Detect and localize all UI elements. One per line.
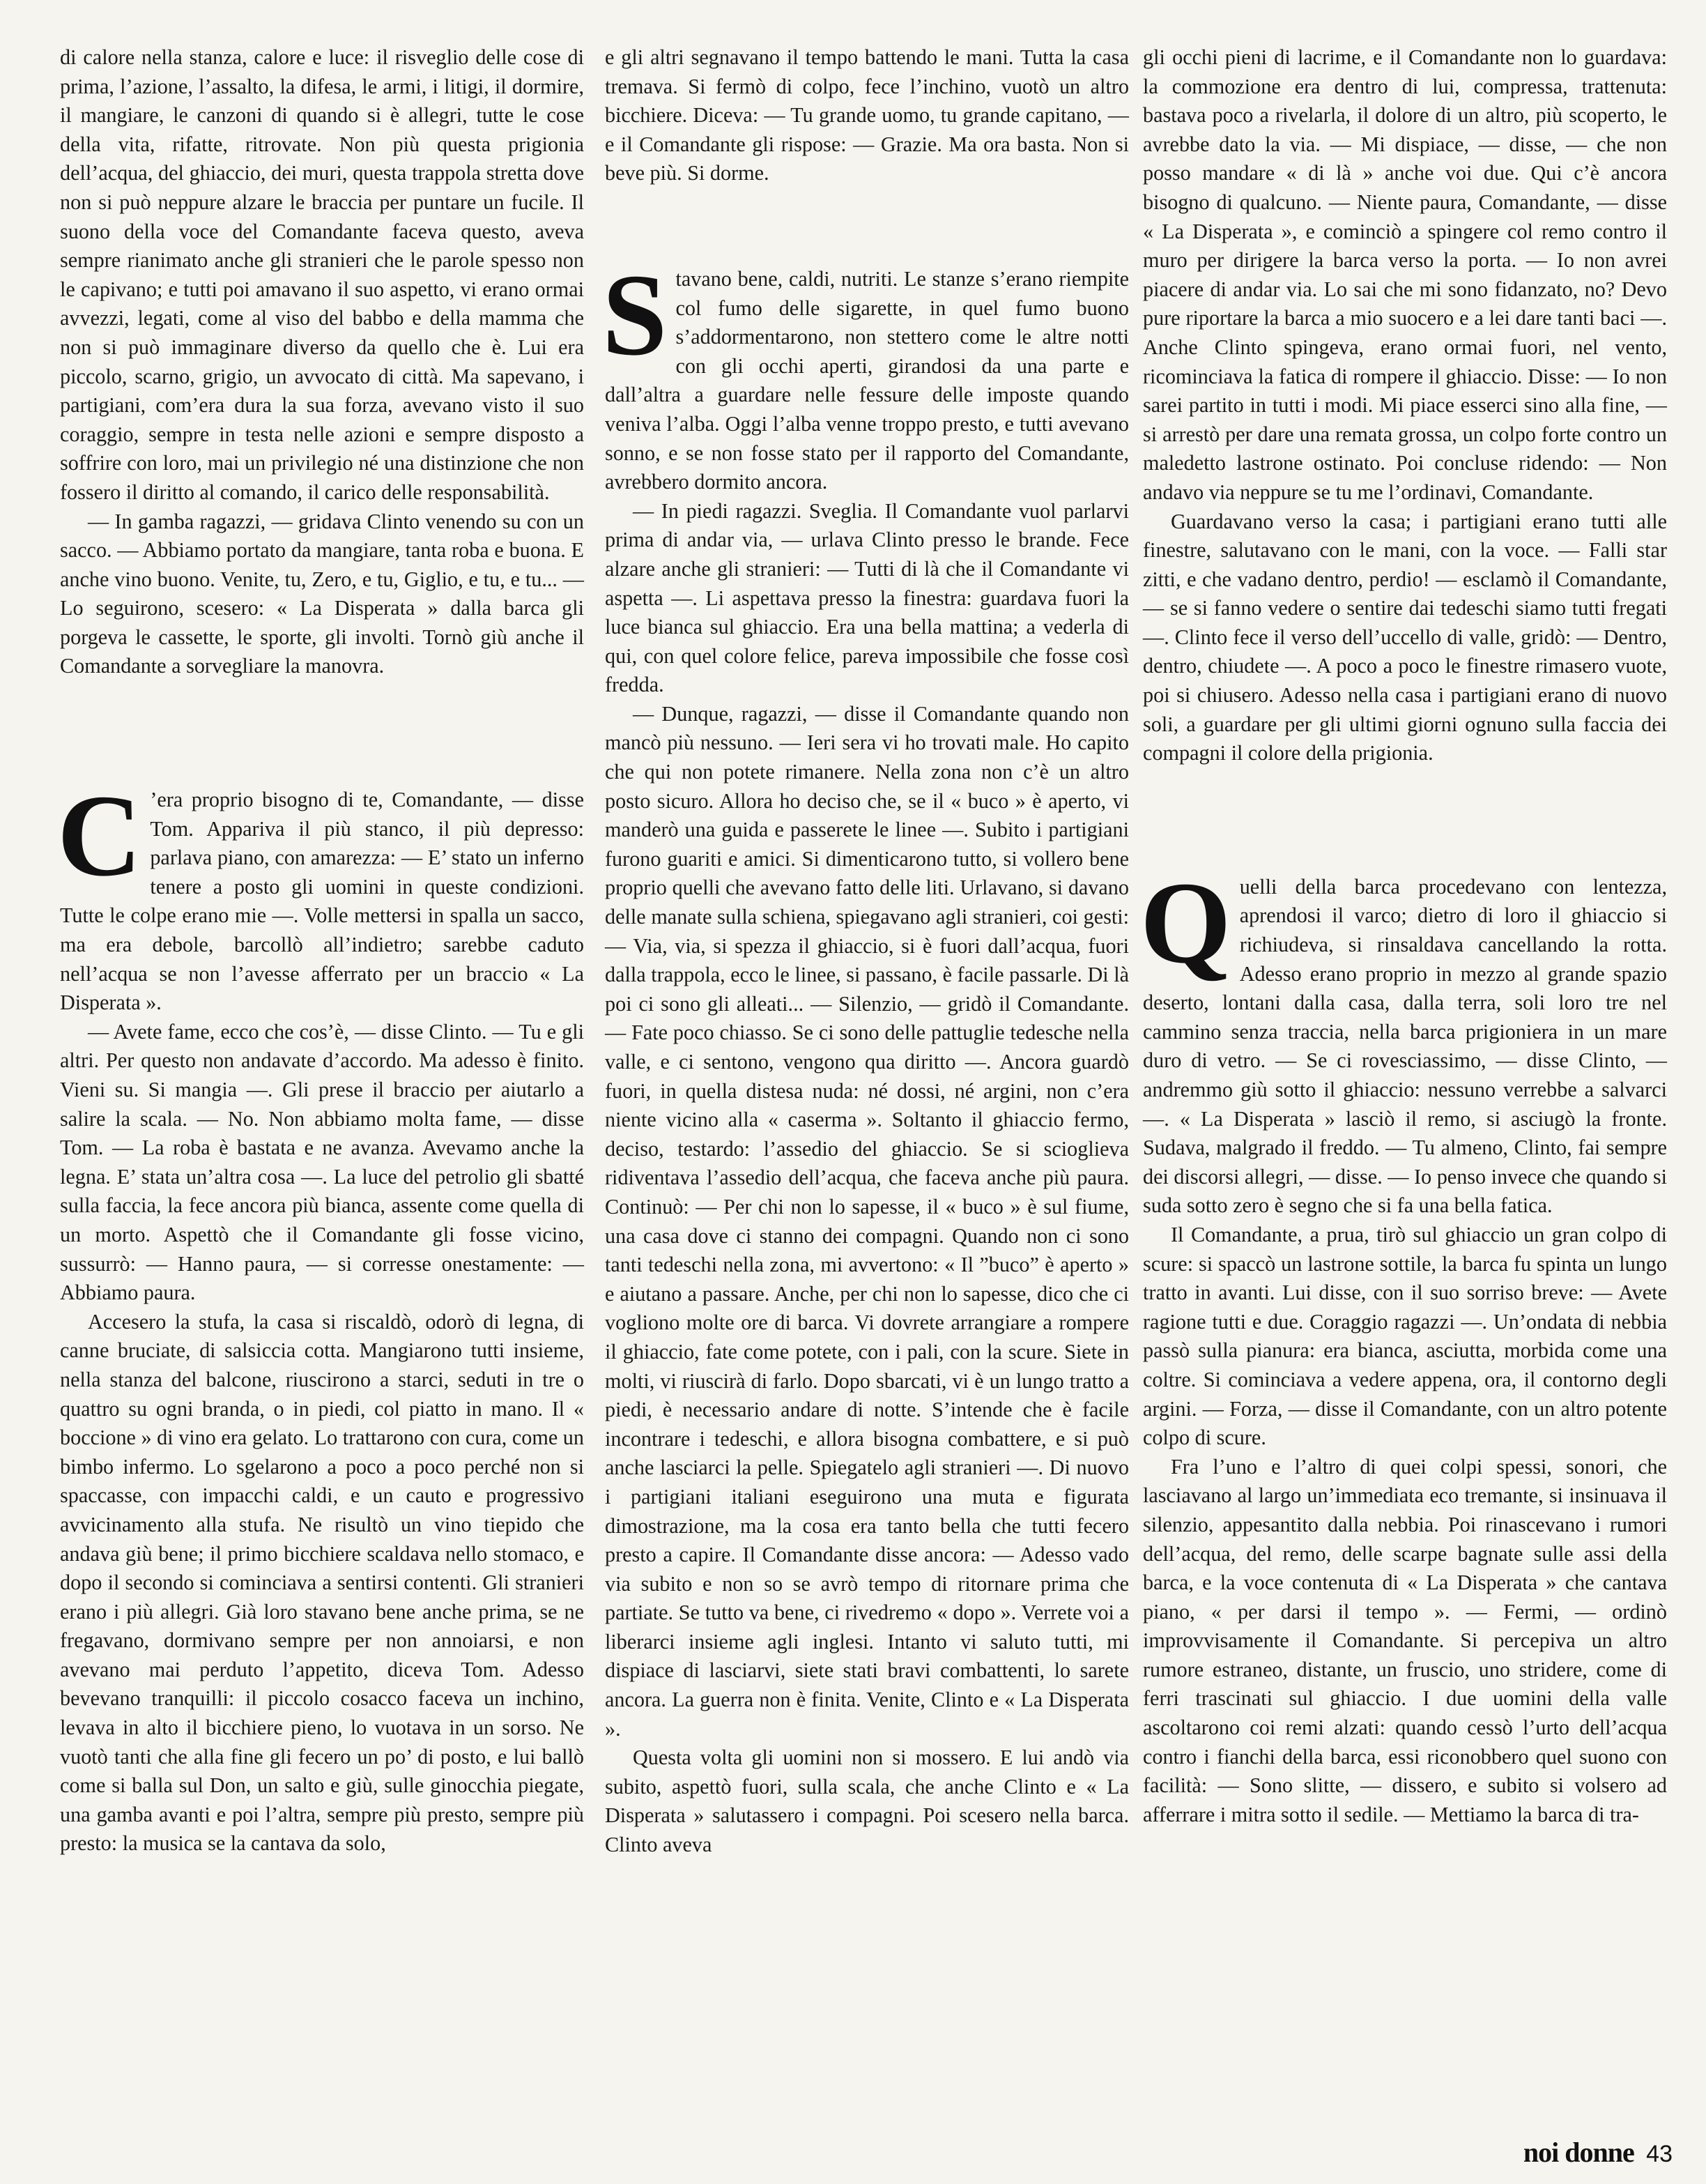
paragraph: — Dunque, ragazzi, — disse il Comandante quando non mancò più nessuno. — Ieri sera vi ho trovati male. Ho capito che qui non potete rimanere. Nella zona non c’è un altro posto sicuro. Allora ho deciso che, se il « buco » è aperto, vi manderò una guida e passerete le linee —. Subito i partigiani furono guariti e amici. Si dimenticarono tutto, si vollero bene proprio quelli che avevano fatto delle liti. Urlavano, si davano delle manate sulla schiena, spiegavano agli stranieri, coi gesti: — Via, via, si spezza il ghiaccio, si è fuori dall’acqua, fuori dalla trappola, ecco le linee, si passano, è facile passarle. Di là poi ci sono gli alleati... — Silenzio, — gridò il Comandante. — Fate poco chiasso. Se ci sono delle pattuglie tedesche nella valle, e ci sentono, vengono qua diritto —. Ancora guardò fuori, in quella distesa nuda: né dossi, né argini, non c’era niente vicino alla « caserma ». Soltanto il ghiaccio fermo, deciso, testardo: l’assedio del ghiaccio. Se si scioglieva ridiventava l’assedio dell’acqua, che faceva anche più paura. Continuò: — Per chi non lo sapesse, il « buco » è sul fiume, una casa dove ci stanno dei compagni. Quando non ci sono tanti tedeschi nella zona, mi avvertono: « Il ”buco” è aperto » e aiutano a passare. Anche, per chi non lo sapesse, dico che ci vogliono molte ore di barca. Vi dovrete arrangiare a rompere il ghiaccio, fate come potete, con i pali, con la scure. Siete in molti, vi riuscirà di farlo. Dopo sbarcati, vi è un lungo tratto a piedi, è necessario andare di notte. S’intende che è facile incontrare i tedeschi, e allora bisogna combattere, e si può anche lasciarci la pelle. Spiegatelo agli stranieri —. Di nuovo i partigiani italiani eseguirono una muta e figurata dimostrazione, ma la cosa era tanto bella che tutti fecero presto a capire. Il Comandante disse ancora: — Adesso vado via subito e non so se avrò tempo di ritornare prima che partiate. Se tutto va bene, ci rivedremo « dopo ». Verrete voi a liberarci insieme agli inglesi. Intanto vi saluto tutti, mi dispiace di lasciarvi, siete stati bravi combattenti, lo sarete ancora. La guerra non è finita. Venite, Clinto e « La Disperata ».: [605, 701, 1129, 1741]
text-column-3: [1140, 43, 1667, 1829]
page-footer: [1523, 2136, 1673, 2169]
section-paragraph: [1140, 857, 1667, 1221]
paragraph-text: tavano bene, caldi, nutriti. Le stanze s’erano riempite col fumo delle sigarette, in quel fumo buono s’addormentarono, non stettero come le altre notti con gli occhi aperti, girandosi da una parte e dall’altra a guardare nelle fessure delle imposte quando veniva l’alba. Oggi l’alba venne troppo presto, e tutti avevano sonno, e se non fosse stato per il rapporto del Comandante, avrebbero dormito ancora.: [605, 266, 1129, 494]
drop-cap: S: [602, 250, 668, 380]
text-column-2: [602, 43, 1129, 1860]
drop-cap: C: [57, 771, 142, 901]
paragraph: — Avete fame, ecco che cos’è, — disse Clinto. — Tu e gli altri. Per questo non andavate d’accordo. Ma adesso è finito. Vieni su. Si mangia —. Gli prese il braccio per aiutarlo a salire la scala. — No. Non abbiamo molta fame, — disse Tom. — La roba è bastata e ne avanza. Avevamo anche la legna. E’ stata un’altra cosa —. La luce del petrolio gli sbatté sulla faccia, la fece ancora più bianca, assente come quella di un morto. Aspettò che il Comandante gli fosse vicino, sussurrò: — Hanno paura, — si corresse onestamente: — Abbiamo paura.: [60, 1019, 584, 1305]
paragraph: di calore nella stanza, calore e luce: il risveglio delle cose di prima, l’azione, l’assalto, la difesa, le armi, i litigi, il dormire, il mangiare, le canzoni di quando si è allegri, tutte le cose della vita, rifatte, ritrovate. Non più questa prigionia dell’acqua, del ghiaccio, dei muri, questa trappola stretta dove non si può neppure alzare le braccia per puntare un fucile. Il suono della voce del Comandante faceva questo, aveva sempre rianimato anche gli stranieri che le parole spesso non le capivano; e tutti poi amavano il suo aspetto, vi erano ormai avvezzi, legati, come al viso del babbo e della mamma che non si può immaginare diverso da quello che è. Lui era piccolo, scarno, grigio, un avvocato di città. Ma sapevano, i partigiani, com’era dura la sua forza, avevano visto il suo coraggio, sempre in testa nelle azioni e sempre disposto a soffrire con loro, mai un privilegio né una distinzione che non fossero il diritto al comando, il carico delle responsabilità.: [60, 45, 584, 504]
section-paragraph: [602, 250, 1129, 497]
text-column-1: [57, 43, 584, 1858]
paragraph: Questa volta gli uomini non si mossero. E lui andò via subito, aspettò fuori, sulla scala, che anche Clinto e « La Disperata » salutassero i compagni. Poi scesero nella barca. Clinto aveva: [605, 1746, 1129, 1857]
paragraph: Accesero la stufa, la casa si riscaldò, odorò di legna, di canne bruciate, di salsiccia cotta. Mangiarono tutti insieme, nella stanza del balcone, riuscirono a starci, seduti in tre o quattro su ogni branda, o in piedi, col piatto in mano. Il « boccione » di vino era gelato. Lo trattarono con cura, come un bimbo infermo. Lo sgelarono a poco a poco perché non si spaccasse, con impacchi caldi, e un cauto e progressivo avvicinamento alla stufa. Ne risultò un vino tiepido che andava giù bene; il primo bicchiere scaldava nello stomaco, e dopo il secondo si cominciava a sentirsi contenti. Gli stranieri erano i più allegri. Già loro stavano bene anche prima, se ne fregavano, dormivano sempre per non annoiarsi, e non avevano mai perduto l’appetito, diceva Tom. Adesso bevevano tranquilli: il piccolo cosacco faceva un inchino, levava in alto il bicchiere pieno, lo vuotava in un sorso. Ne vuotò tanti che alla fine gli fecero un po’ di posto, e lui ballò come si balla sul Don, un salto e giù, sulle ginocchia piegate, una gamba avanti e poi l’altra, sempre più presto, sempre più presto: la musica se la cantava da solo,: [60, 1309, 584, 1856]
paragraph: — In piedi ragazzi. Sveglia. Il Comandante vuol parlarvi prima di andar via, — urlava Clinto presso le brande. Fece alzare anche gli stranieri: — Tutti di là che il Comandante vi aspetta —. Li aspettava presso la finestra: guardava fuori la luce bianca sul ghiaccio. Era una bella mattina; a vederla di qui, con quel colore felice, pareva impossibile che fosse così fredda.: [605, 498, 1129, 697]
paragraph-text: ’era proprio bisogno di te, Comandante, — disse Tom. Appariva il più stanco, il più depresso: parlava piano, con amarezza: — E’ stato un inferno tenere a posto gli uomini in queste condizioni. Tutte le colpe erano mie —. Volle mettersi in spalla un sacco, ma era debole, barcollò all’indietro; sarebbe caduto nell’acqua se non l’avesse afferrato per un braccio « La Disperata ».: [60, 788, 584, 1015]
section-break: [60, 681, 584, 786]
paragraph: Il Comandante, a prua, tirò sul ghiaccio un gran colpo di scure: si spaccò un lastrone sottile, la barca fu spinta un lungo tratto in avanti. Lui disse, con il suo sorriso breve: — Avete ragione tutti e due. Coraggio ragazzi —. Un’ondata di nebbia passò sulla pianura: era bianca, asciutta, morbida come una coltre. Si cominciava a vedere appena, ora, il contorno degli argini. — Forza, — disse il Comandante, con un altro potente colpo di scure.: [1143, 1222, 1667, 1450]
magazine-name: noi donne: [1523, 2137, 1634, 2168]
paragraph-text: uelli della barca procedevano con lentezza, aprendosi il varco; dietro di loro il ghiaccio si richiudeva, si rinsaldava cancellando la rotta. Adesso erano proprio in mezzo al grande spazio deserto, lontani dalla casa, dalla terra, soli loro tre nel cammino senza traccia, nella barca prigioniera in un mare duro di vetro. — Se ci rovesciassimo, — disse Clinto, — andremmo giù sotto il ghiaccio: nessuno verrebbe a salvarci —. « La Disperata » lasciò il remo, si asciugò la fronte. Sudava, malgrado il freddo. — Tu almeno, Clinto, fai sempre dei discorsi allegri, — disse. — Io penso invece che quando si suda sotto zero è segno che si fa una bella fatica.: [1143, 874, 1667, 1218]
drop-cap: Q: [1140, 857, 1231, 988]
section-break: [1143, 768, 1667, 873]
paragraph: e gli altri segnavano il tempo battendo le mani. Tutta la casa tremava. Si fermò di colpo, fece l’inchino, vuotò un altro bicchiere. Diceva: — Tu grande uomo, tu grande capitano, — e il Comandante gli rispose: — Grazie. Ma ora basta. Non si beve più. Si dorme.: [605, 45, 1129, 185]
section-paragraph: [57, 771, 584, 1018]
paragraph: Guardavano verso la casa; i partigiani erano tutti alle finestre, salutavano con le mani, con la voce. — Falli star zitti, e che vadano dentro, perdio! — esclamò il Comandante, — se si fanno vedere o sentire dai tedeschi siamo tutti fregati —. Clinto fece il verso dell’uccello di valle, gridò: — Dentro, dentro, chiudete —. A poco a poco le finestre rimasero vuote, poi si chiusero. Adesso nella casa i partigiani erano di nuovo soli, a guardare per gli ultimi giorni ognuno sulla faccia dei compagni il colore della prigionia.: [1143, 509, 1667, 765]
section-break: [605, 188, 1129, 265]
paragraph: — In gamba ragazzi, — gridava Clinto venendo su con un sacco. — Abbiamo portato da mangiare, tanta roba e buona. E anche vino buono. Venite, tu, Zero, e tu, Giglio, e tu, e tu... — Lo seguirono, scesero: « La Disperata » dalla barca gli porgeva le cassette, le sporte, gli involti. Tornò giù anche il Comandante a sorvegliare la manovra.: [60, 509, 584, 678]
paragraph: gli occhi pieni di lacrime, e il Comandante non lo guardava: la commozione era dentro di lui, compressa, trattenuta: bastava poco a rivelarla, il dolore di un altro, più scoperto, le avrebbe dato la via. — Mi dispiace, — disse, — che non posso mandare « di là » anche voi due. Qui c’è ancora bisogno di qualcuno. — Niente paura, Comandante, — disse « La Disperata », e cominciò a spingere col remo contro il muro per dirigere la barca verso la porta. — Io non avrei piacere di andar via. Lo sai che mi sono fidanzato, no? Devo pure riportare la barca a mio suocero e a lei dare tanti baci —. Anche Clinto spingeva, erano ormai fuori, nel vento, ricominciava la fatica di rompere il ghiaccio. Disse: — Io non sarei partito in tutti i modi. Mi piace esserci sino alla fine, — si arrestò per dare una remata grossa, un colpo forte contro un maledetto lastrone ostinato. Poi concluse ridendo: — Non andavo via neppure se tu me l’ordinavi, Comandante.: [1143, 45, 1667, 504]
paragraph: Fra l’uno e l’altro di quei colpi spessi, sonori, che lasciavano al largo un’immediata eco tremante, si insinuava il silenzio, appesantito dalla nebbia. Poi rinascevano i rumori dell’acqua, del remo, delle scarpe bagnate sulle assi della barca, e la voce contenuta di « La Disperata » che cantava piano, « per darsi il tempo ». — Fermi, — ordinò improvvisamente il Comandante. Si percepiva un altro rumore estraneo, distante, un fruscio, uno stridere, come di ferri trascinati sul ghiaccio. I due uomini della valle ascoltarono coi remi alzati: quando cessò l’urto dell’acqua contro i fianchi della barca, essi riconobbero quel suono con facilità: — Sono slitte, — dissero, e subito si volsero ad afferrare i mitra sotto il sedile. — Mettiamo la barca di tra-: [1143, 1454, 1667, 1826]
page-number: 43: [1646, 2141, 1673, 2167]
